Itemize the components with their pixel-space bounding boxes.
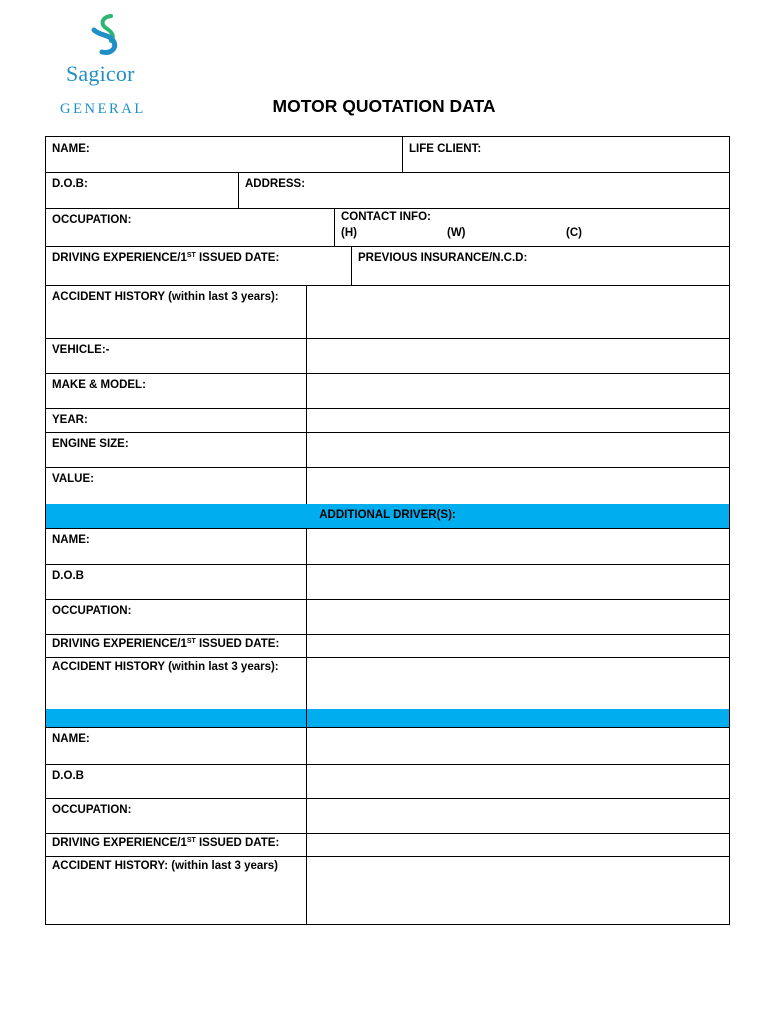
driver2-occupation-label-cell	[46, 798, 306, 833]
contact-cell-label: (C)	[566, 227, 582, 239]
separator-left	[46, 709, 306, 727]
driver2-row-dob	[45, 764, 730, 799]
contact-work-label: (W)	[447, 227, 466, 239]
contact-info-label: CONTACT INFO:	[341, 211, 431, 223]
driver2-row-accident	[45, 856, 730, 925]
vehicle-label: VEHICLE:-	[52, 344, 110, 356]
driver1-row-accident	[45, 657, 730, 710]
driver2-dob-label-cell	[46, 764, 306, 798]
driver2-accident-label: ACCIDENT HISTORY: (within last 3 years)	[52, 860, 278, 872]
address-label: ADDRESS:	[245, 178, 306, 190]
contact-home-label: (H)	[341, 227, 357, 239]
driver2-dob-field[interactable]	[306, 764, 729, 798]
life-client-field[interactable]	[402, 137, 729, 172]
driver-separator-band	[45, 709, 730, 728]
driver2-accident-field[interactable]	[306, 856, 729, 924]
driver1-name-label-cell	[46, 528, 306, 564]
separator-right	[306, 709, 729, 727]
occupation-field[interactable]	[46, 208, 334, 246]
year-label-cell	[46, 408, 306, 432]
driver2-dob-label: D.O.B	[52, 770, 84, 782]
driver2-occupation-field[interactable]	[306, 798, 729, 833]
driver1-row-name	[45, 528, 730, 565]
make-model-field[interactable]	[306, 373, 729, 408]
driver1-accident-label: ACCIDENT HISTORY (within last 3 years):	[52, 661, 279, 673]
engine-size-field[interactable]	[306, 432, 729, 467]
sagicor-s-icon	[88, 14, 124, 56]
previous-insurance-label: PREVIOUS INSURANCE/N.C.D:	[358, 252, 528, 264]
driver1-occupation-field[interactable]	[306, 599, 729, 634]
driver2-name-label-cell	[46, 727, 306, 764]
vehicle-field[interactable]	[306, 338, 729, 373]
driver1-name-field[interactable]	[306, 528, 729, 564]
year-label: YEAR:	[52, 414, 88, 426]
form-row-year	[45, 408, 730, 433]
driver1-row-driving	[45, 634, 730, 658]
driver2-accident-label-cell	[46, 856, 306, 924]
form-row-make-model	[45, 373, 730, 409]
driver2-row-occupation	[45, 798, 730, 834]
driver2-driving-label: DRIVING EXPERIENCE/1ST ISSUED DATE:	[52, 837, 280, 849]
driving-experience-field[interactable]	[46, 246, 351, 285]
driver1-name-label: NAME:	[52, 534, 90, 546]
driver1-row-occupation	[45, 599, 730, 635]
driver1-row-dob	[45, 564, 730, 600]
driver2-driving-label-cell	[46, 833, 306, 856]
driver1-driving-label: DRIVING EXPERIENCE/1ST ISSUED DATE:	[52, 638, 280, 650]
make-model-label-cell	[46, 373, 306, 408]
contact-info-field[interactable]	[334, 208, 729, 246]
value-label: VALUE:	[52, 473, 94, 485]
form-row-engine-size	[45, 432, 730, 468]
driver1-dob-field[interactable]	[306, 564, 729, 599]
value-field[interactable]	[306, 467, 729, 504]
driver1-dob-label: D.O.B	[52, 570, 84, 582]
driver1-driving-label-cell	[46, 634, 306, 657]
driver2-row-name	[45, 727, 730, 765]
form-row-driving	[45, 246, 730, 286]
additional-drivers-band	[45, 504, 730, 529]
accident-history-field[interactable]	[306, 285, 729, 338]
form-row-value	[45, 467, 730, 505]
brand-subtitle: GENERAL	[60, 101, 146, 117]
accident-history-label-cell	[46, 285, 306, 338]
engine-size-label: ENGINE SIZE:	[52, 438, 129, 450]
driver1-accident-field[interactable]	[306, 657, 729, 709]
additional-drivers-heading: ADDITIONAL DRIVER(S):	[319, 509, 456, 521]
vehicle-label-cell	[46, 338, 306, 373]
make-model-label: MAKE & MODEL:	[52, 379, 146, 391]
form-row-occupation	[45, 208, 730, 247]
brand-name: Sagicor	[66, 61, 135, 86]
driving-experience-label: DRIVING EXPERIENCE/1ST ISSUED DATE:	[52, 252, 280, 264]
dob-label: D.O.B:	[52, 178, 88, 190]
driver1-dob-label-cell	[46, 564, 306, 599]
contact-phone-line	[341, 225, 723, 241]
driver1-driving-field[interactable]	[306, 634, 729, 657]
driver2-occupation-label: OCCUPATION:	[52, 804, 132, 816]
driver1-occupation-label: OCCUPATION:	[52, 605, 132, 617]
form-row-vehicle	[45, 338, 730, 374]
life-client-label: LIFE CLIENT:	[409, 143, 482, 155]
value-label-cell	[46, 467, 306, 504]
form-row-dob	[45, 172, 730, 209]
dob-field[interactable]	[46, 172, 238, 208]
page-title: MOTOR QUOTATION DATA	[272, 96, 496, 116]
form-row-name	[45, 136, 730, 173]
driver2-name-label: NAME:	[52, 733, 90, 745]
driver2-driving-field[interactable]	[306, 833, 729, 856]
driver1-accident-label-cell	[46, 657, 306, 709]
engine-size-label-cell	[46, 432, 306, 467]
name-label: NAME:	[52, 143, 90, 155]
address-field[interactable]	[238, 172, 729, 208]
occupation-label: OCCUPATION:	[52, 214, 132, 226]
previous-insurance-field[interactable]	[351, 246, 729, 285]
form-row-accident	[45, 285, 730, 339]
name-field[interactable]	[46, 137, 402, 172]
year-field[interactable]	[306, 408, 729, 432]
accident-history-label: ACCIDENT HISTORY (within last 3 years):	[52, 291, 279, 303]
driver2-name-field[interactable]	[306, 727, 729, 764]
driver1-occupation-label-cell	[46, 599, 306, 634]
driver2-row-driving	[45, 833, 730, 857]
